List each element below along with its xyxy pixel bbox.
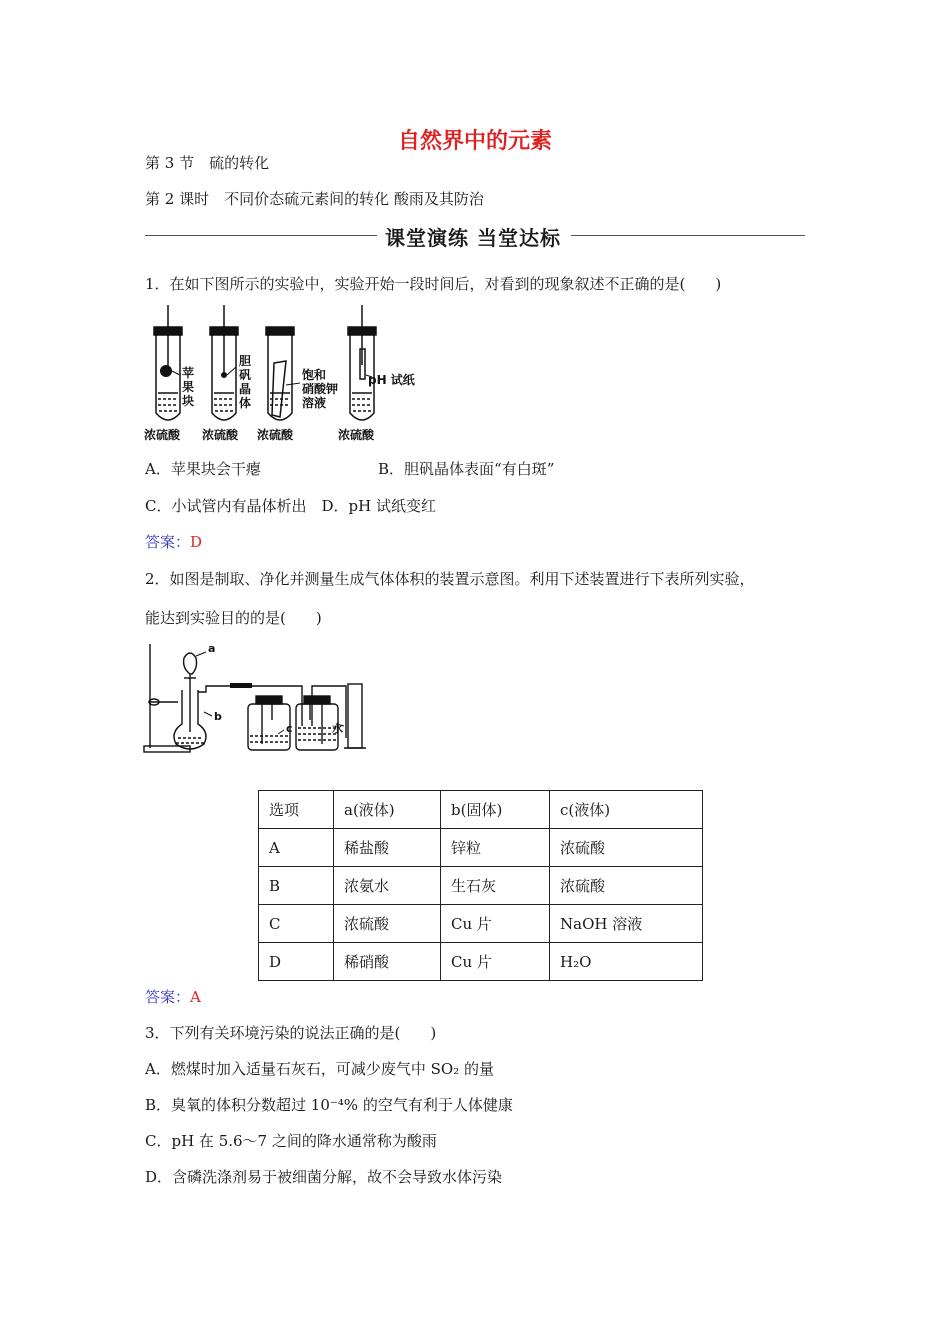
table-cell: 生石灰 (441, 867, 550, 905)
q3-option-b: B．臭氧的体积分数超过 10⁻⁴% 的空气有利于人体健康 (145, 1096, 513, 1114)
tube-label-1: 浓硫酸 (144, 428, 181, 442)
q1-option-b: B．胆矾晶体表面“有白斑” (378, 460, 555, 478)
q3-option-c: C．pH 在 5.6～7 之间的降水通常称为酸雨 (145, 1132, 437, 1150)
apple-piece (160, 365, 172, 377)
banner-rule-right (571, 235, 805, 236)
lesson-heading: 第 2 课时 不同价态硫元素间的转化 酸雨及其防治 (145, 190, 484, 208)
apple-label-2: 果 (182, 380, 195, 394)
q2-answer (145, 986, 201, 1007)
crystal-label-4: 体 (239, 396, 252, 410)
table-cell: B (259, 867, 334, 905)
document-title: 自然界中的元素 (397, 129, 552, 154)
section-heading: 第 3 节 硫的转化 (145, 154, 270, 172)
table-cell: D (259, 943, 334, 981)
table-cell: C (259, 905, 334, 943)
table-cell: NaOH 溶液 (550, 905, 703, 943)
q1-answer-value: D (190, 533, 203, 551)
q2-options-table (258, 790, 703, 981)
header-cell: 选项 (259, 791, 334, 829)
table-cell: Cu 片 (441, 943, 550, 981)
solution-label-3: 溶液 (302, 396, 327, 410)
table-row (259, 867, 703, 905)
banner-text: 课堂演练 当堂达标 (385, 226, 561, 250)
table-row (259, 943, 703, 981)
q3-option-d: D．含磷洗涤剂易于被细菌分解，故不会导致水体污染 (145, 1168, 503, 1186)
q2-apparatus-figure (140, 640, 380, 755)
q2-stem-line2: 能达到实验目的的是( ) (145, 609, 322, 627)
table-header-row (259, 791, 703, 829)
q3-option-a: A．燃煤时加入适量石灰石，可减少废气中 SO₂ 的量 (145, 1060, 494, 1078)
apple-label-3: 块 (182, 394, 195, 408)
solution-label-1: 饱和 (302, 368, 327, 382)
table-cell: 浓硫酸 (334, 905, 441, 943)
table-row (259, 905, 703, 943)
header-cell: b(固体) (441, 791, 550, 829)
tube-label-3: 浓硫酸 (257, 428, 294, 442)
q3-stem: 3．下列有关环境污染的说法正确的是( ) (145, 1024, 437, 1042)
crystal-piece (221, 372, 227, 378)
banner-rule-left (145, 235, 377, 236)
label-b: b (214, 710, 222, 723)
table-cell: 浓氨水 (334, 867, 441, 905)
table-cell: Cu 片 (441, 905, 550, 943)
crystal-label-1: 胆 (239, 354, 252, 368)
label-c: c (286, 722, 293, 735)
table-cell: H₂O (550, 943, 703, 981)
q2-answer-label: 答案： (145, 988, 191, 1006)
q1-option-c-d: C．小试管内有晶体析出 D．pH 试纸变红 (145, 497, 436, 515)
crystal-label-2: 矾 (239, 368, 252, 382)
header-cell: c(液体) (550, 791, 703, 829)
ph-paper-label: pH 试纸 (368, 373, 415, 387)
q1-test-tube-figure (140, 305, 430, 445)
q1-answer (145, 531, 202, 552)
table-cell: 稀盐酸 (334, 829, 441, 867)
label-a: a (208, 642, 216, 655)
table-cell: 浓硫酸 (550, 867, 703, 905)
label-water: 水 (332, 722, 343, 735)
practice-banner (145, 222, 805, 250)
rubber-tube (230, 683, 252, 688)
header-cell: a(液体) (334, 791, 441, 829)
crystal-label-3: 晶 (239, 382, 252, 396)
table-cell: 浓硫酸 (550, 829, 703, 867)
q2-stem-line1: 2．如图是制取、净化并测量生成气体体积的装置示意图。利用下述装置进行下表所列实验， (145, 570, 755, 588)
apple-label-1: 苹 (182, 366, 195, 380)
solution-label-2: 硝酸钾 (302, 382, 339, 396)
table-cell: 稀硝酸 (334, 943, 441, 981)
table-row (259, 829, 703, 867)
tube-label-2: 浓硫酸 (202, 428, 239, 442)
q1-option-a: A．苹果块会干瘪 (145, 460, 261, 478)
table-cell: A (259, 829, 334, 867)
q1-answer-label: 答案： (145, 533, 191, 551)
table-cell: 锌粒 (441, 829, 550, 867)
q2-answer-value: A (190, 988, 201, 1006)
q1-stem: 1．在如下图所示的实验中，实验开始一段时间后，对看到的现象叙述不正确的是( ) (145, 275, 722, 293)
tube-label-4: 浓硫酸 (338, 428, 375, 442)
